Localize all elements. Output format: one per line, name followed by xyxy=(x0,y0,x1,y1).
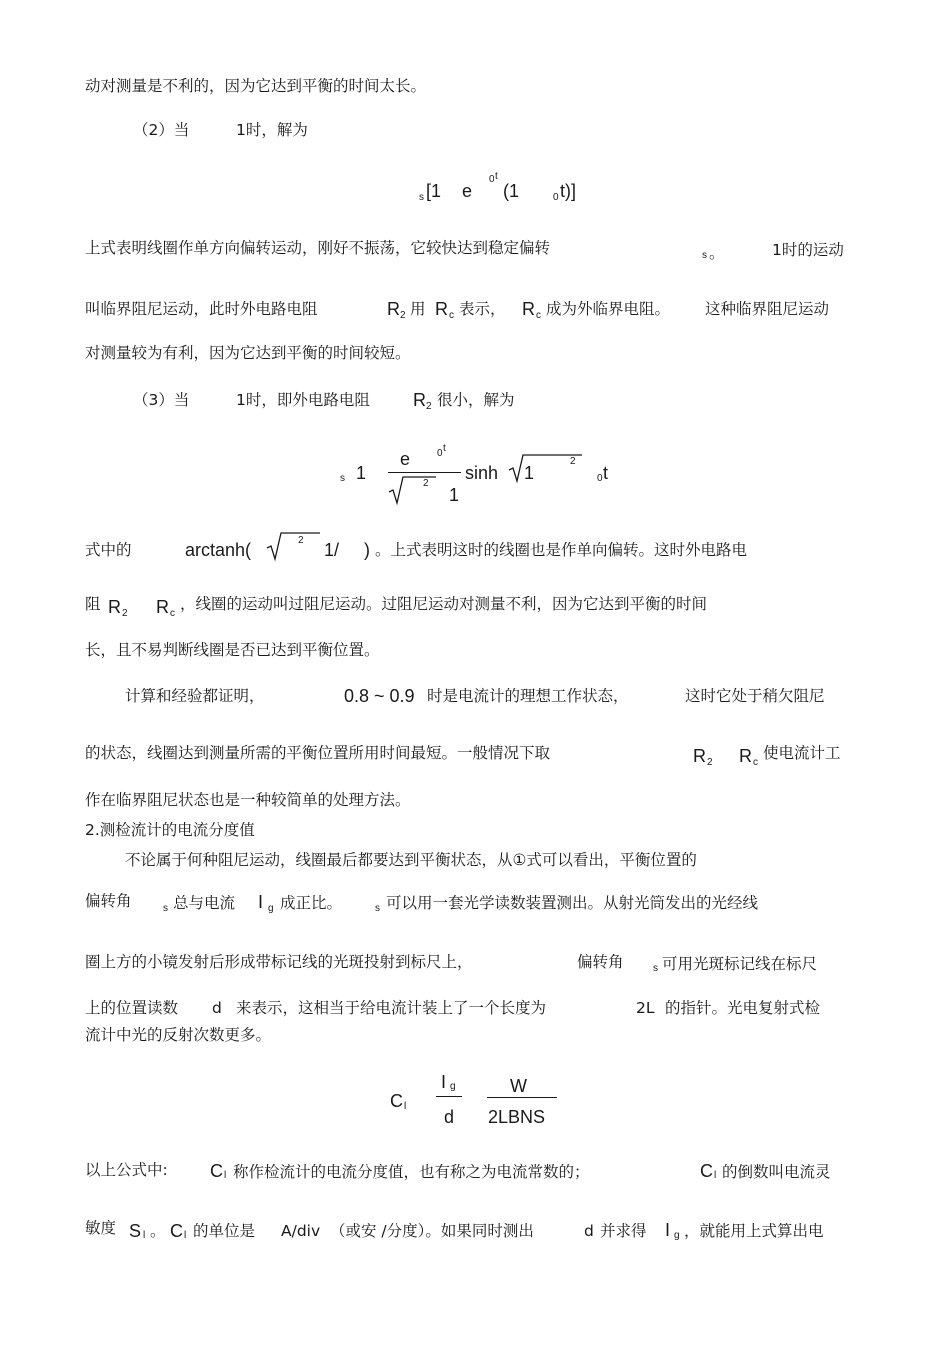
text-span: 来表示，这相当于给电流计装上了一个长度为 xyxy=(236,999,547,1017)
math-text: C xyxy=(700,1161,713,1181)
subscript: s xyxy=(702,250,707,261)
text-span: 1时的运动 xyxy=(772,241,844,259)
text-span: 成为外临界电阻。 xyxy=(546,300,671,318)
superscript: 2 xyxy=(298,535,304,546)
subscript: l xyxy=(224,1170,227,1181)
subscript: 2 xyxy=(707,757,713,768)
subscript: l xyxy=(143,1230,146,1241)
text-span: 并求得 xyxy=(600,1222,647,1240)
text-line: 不论属于何种阻尼运动，线圈最后都要达到平衡状态，从①式可以看出，平衡位置的 xyxy=(125,851,697,869)
case-label: （3）当 xyxy=(133,391,190,409)
math-text: R xyxy=(387,299,400,319)
text-span: 可用光斑标记线在标尺 xyxy=(662,955,818,973)
math-text: t)] xyxy=(560,181,576,201)
math-text: I xyxy=(441,1072,447,1092)
text-span: 时是电流计的理想工作状态， xyxy=(427,687,629,705)
math-text: C xyxy=(170,1221,183,1241)
math-text: I xyxy=(258,892,264,912)
radical-sign xyxy=(388,474,438,506)
text-span: 成正比。 xyxy=(280,894,343,912)
subscript: 2 xyxy=(400,310,406,321)
superscript: 2 xyxy=(423,478,429,489)
subscript: 2 xyxy=(426,401,432,412)
text-line: 偏转角 xyxy=(85,892,132,910)
subscript: g xyxy=(268,903,274,914)
radical-sign xyxy=(266,530,322,562)
math-text: e xyxy=(400,449,411,469)
subscript: 2 xyxy=(122,608,128,619)
math-text: 1 xyxy=(356,463,367,483)
text-span: 这种临界阻尼运动 xyxy=(705,300,830,318)
text-line: 叫临界阻尼运动，此时外电路电阻 xyxy=(85,300,318,318)
text-line: 式中的 xyxy=(85,541,132,559)
subscript: s xyxy=(419,192,424,203)
subscript: l xyxy=(714,1170,717,1181)
text-line: 上的位置读数 xyxy=(85,999,179,1017)
math-text: 1/ xyxy=(324,540,340,560)
text-span: 1时，解为 xyxy=(236,121,308,139)
math-text: S xyxy=(129,1221,142,1241)
section-heading: 2.测检流计的电流分度值 xyxy=(85,821,255,839)
text-span: 1时，即外电路电阻 xyxy=(236,391,370,409)
text-line: 圈上方的小镜发射后形成带标记线的光斑投射到标尺上， xyxy=(85,953,473,971)
text-span: A/div xyxy=(281,1222,321,1240)
subscript: g xyxy=(450,1081,456,1092)
math-text: R xyxy=(108,597,121,617)
text-span: 表示， xyxy=(459,300,506,318)
math-text: W xyxy=(510,1076,527,1096)
text-span: 偏转角 xyxy=(577,953,624,971)
subscript: s xyxy=(340,473,345,484)
subscript: s xyxy=(163,903,168,914)
subscript: c xyxy=(536,310,541,321)
text-span: 。 xyxy=(709,244,725,262)
text-span: 这时它处于稍欠阻尼 xyxy=(685,687,825,705)
superscript: 0 xyxy=(437,448,443,459)
subscript: c xyxy=(449,310,454,321)
superscript: t xyxy=(443,443,446,454)
math-text: 0.8 ~ 0.9 xyxy=(344,686,415,706)
math-text: [1 xyxy=(426,181,442,201)
text-line: 流计中光的反射次数更多。 xyxy=(85,1026,272,1044)
math-text: arctanh( xyxy=(185,540,252,560)
text-span: 称作检流计的电流分度值，也有称之为电流常数的； xyxy=(233,1163,590,1181)
fraction-bar xyxy=(487,1097,557,1098)
math-text: R xyxy=(522,299,535,319)
math-text: C xyxy=(210,1161,223,1181)
subscript: c xyxy=(753,757,758,768)
math-text: 2LBNS xyxy=(488,1107,546,1127)
text-line: 计算和经验都证明， xyxy=(125,687,265,705)
math-text: ) xyxy=(364,540,370,560)
math-text: sinh xyxy=(465,463,499,483)
superscript: 0 xyxy=(489,174,495,185)
text-line: 的状态，线圈达到测量所需的平衡位置所用时间最短。一般情况下取 xyxy=(85,744,551,762)
text-line: 上式表明线圈作单方向偏转运动，刚好不振荡，它较快达到稳定偏转 xyxy=(85,239,551,257)
case-label: （2）当 xyxy=(133,121,190,139)
math-text: t xyxy=(603,463,609,483)
text-span: 可以用一套光学读数装置测出。从射光筒发出的光经线 xyxy=(386,894,759,912)
text-span: d xyxy=(584,1222,594,1240)
text-span: ，就能用上式算出电 xyxy=(684,1222,824,1240)
text-line: 对测量较为有利，因为它达到平衡的时间较短。 xyxy=(85,344,411,362)
text-span: （或安 /分度）。如果同时测出 xyxy=(330,1222,534,1240)
math-text: R xyxy=(156,597,169,617)
text-span: 的单位是 xyxy=(193,1222,256,1240)
text-span: 用 xyxy=(410,300,426,318)
text-span: 总与电流 xyxy=(173,894,236,912)
text-span: 。 xyxy=(150,1222,166,1240)
text-line: 长，且不易判断线圈是否已达到平衡位置。 xyxy=(85,641,380,659)
math-text: d xyxy=(444,1107,455,1127)
subscript: 0 xyxy=(597,473,603,484)
subscript: s xyxy=(653,963,658,974)
subscript: c xyxy=(170,608,175,619)
subscript: l xyxy=(184,1230,187,1241)
math-text: R xyxy=(435,299,448,319)
math-text: R xyxy=(693,746,706,766)
subscript: g xyxy=(674,1230,680,1241)
text-line: 敏度 xyxy=(85,1219,117,1237)
math-text: C xyxy=(390,1091,403,1111)
math-text: R xyxy=(413,390,426,410)
text-span: d xyxy=(212,999,222,1017)
subscript: l xyxy=(404,1101,407,1112)
superscript: t xyxy=(495,171,498,182)
math-text: e xyxy=(462,181,473,201)
text-line: 以上公式中: xyxy=(85,1161,168,1179)
text-span: 很小，解为 xyxy=(437,391,515,409)
math-text: I xyxy=(665,1220,671,1240)
superscript: 2 xyxy=(570,456,576,467)
text-span: 2L xyxy=(636,999,655,1017)
text-line: 动对测量是不利的，因为它达到平衡的时间太长。 xyxy=(85,77,427,95)
math-text: 1 xyxy=(449,485,460,505)
fraction-bar xyxy=(436,1096,462,1097)
subscript: 0 xyxy=(553,192,559,203)
math-text: 1 xyxy=(524,463,535,483)
math-text: (1 xyxy=(503,181,520,201)
fraction-bar xyxy=(388,472,461,473)
subscript: s xyxy=(375,903,380,914)
text-line: 阻 xyxy=(85,595,101,613)
text-span: 的倒数叫电流灵 xyxy=(722,1163,831,1181)
text-span: 的指针。光电复射式检 xyxy=(665,999,821,1017)
text-span: ，线圈的运动叫过阻尼运动。过阻尼运动对测量不利，因为它达到平衡的时间 xyxy=(180,595,708,613)
text-line: 作在临界阻尼状态也是一种较简单的处理方法。 xyxy=(85,791,411,809)
text-span: 。上式表明这时的线圈也是作单向偏转。这时外电路电 xyxy=(375,541,748,559)
math-text: R xyxy=(739,746,752,766)
text-span: 使电流计工 xyxy=(763,744,841,762)
